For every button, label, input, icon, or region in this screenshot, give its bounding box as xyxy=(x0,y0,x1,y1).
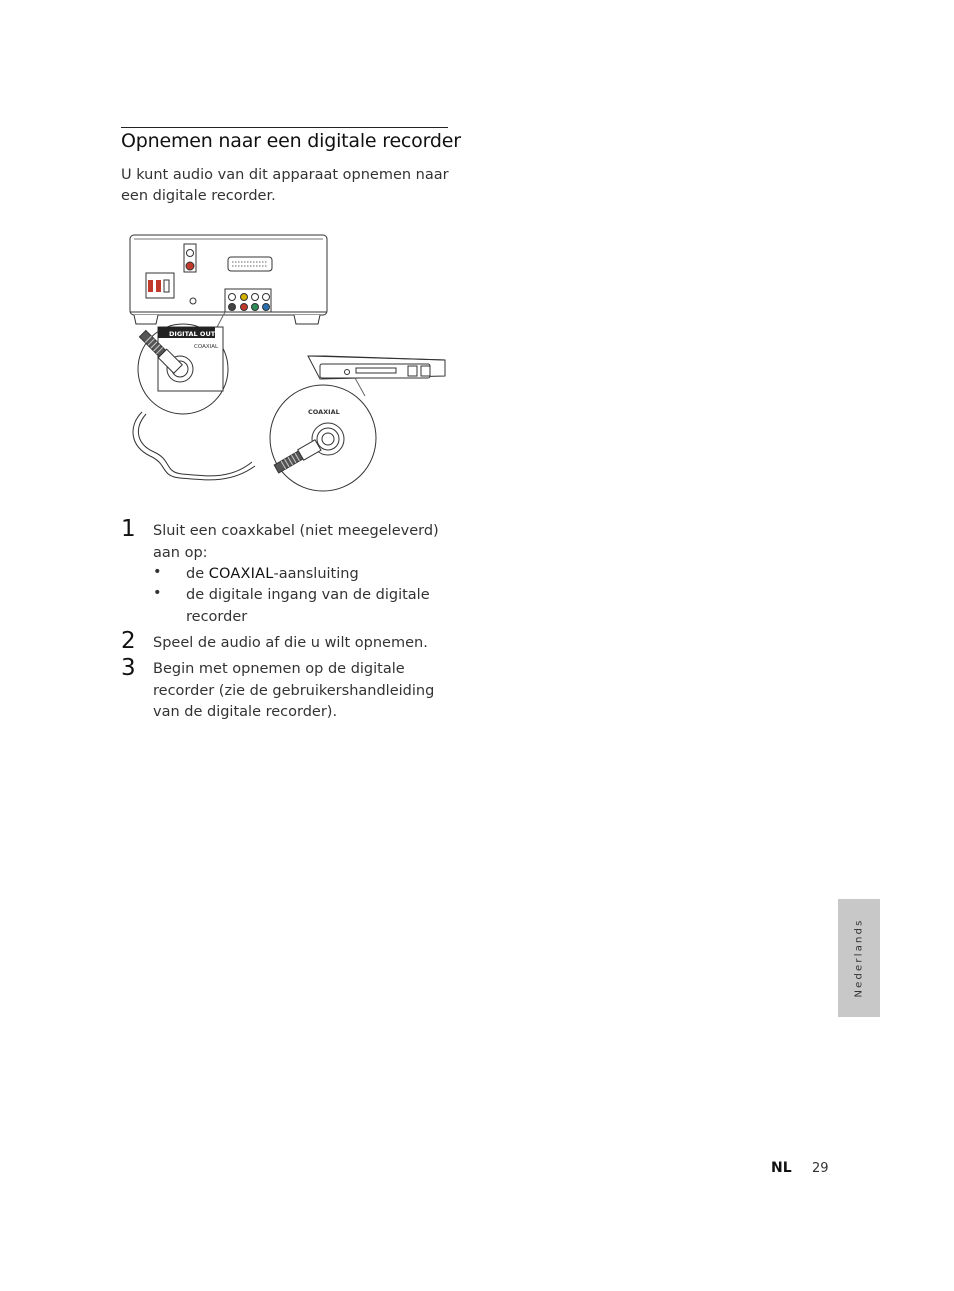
step-2-number: 2 xyxy=(121,628,136,654)
language-side-tab xyxy=(838,899,880,1017)
coaxial-label-left: COAXIAL xyxy=(194,344,219,350)
language-tab-label: Nederlands xyxy=(853,918,865,998)
page-number: 29 xyxy=(812,1161,829,1176)
step-3-number: 3 xyxy=(121,655,136,681)
step-1-bullet-2: de digitale ingang van de digitale recorder xyxy=(186,587,430,625)
heading-rule xyxy=(121,127,448,128)
coaxial-input-zoom xyxy=(270,385,376,491)
connection-illustration xyxy=(120,226,450,498)
bullet-1-prefix: de xyxy=(186,566,209,582)
coaxial-keyword: COAXIAL xyxy=(208,566,274,582)
step-1-bullet-1 xyxy=(186,564,446,586)
step-3-text: Begin met opnemen op de digitale recorder (zie de gebruikershandleiding van de digitale recorder). xyxy=(153,661,435,720)
bullet-symbol: • xyxy=(153,564,162,580)
main-unit-back-panel xyxy=(130,235,327,324)
section-title: Opnemen naar een digitale recorder xyxy=(121,130,461,152)
intro-paragraph: U kunt audio van dit apparaat opnemen naar een digitale recorder. xyxy=(121,167,449,204)
digital-out-label: DIGITAL OUT xyxy=(169,330,216,338)
step-1-number: 1 xyxy=(121,516,136,542)
footer-language-code: NL xyxy=(771,1160,792,1176)
step-2-text: Speel de audio af die u wilt opnemen. xyxy=(153,635,428,651)
dvd-recorder xyxy=(308,356,445,379)
step-1-text: Sluit een coaxkabel (niet meegeleverd) aan op: xyxy=(153,523,439,561)
bullet-1-suffix: -aansluiting xyxy=(273,566,359,582)
bullet-symbol: • xyxy=(153,585,162,601)
coaxial-label-right: COAXIAL xyxy=(308,408,340,416)
